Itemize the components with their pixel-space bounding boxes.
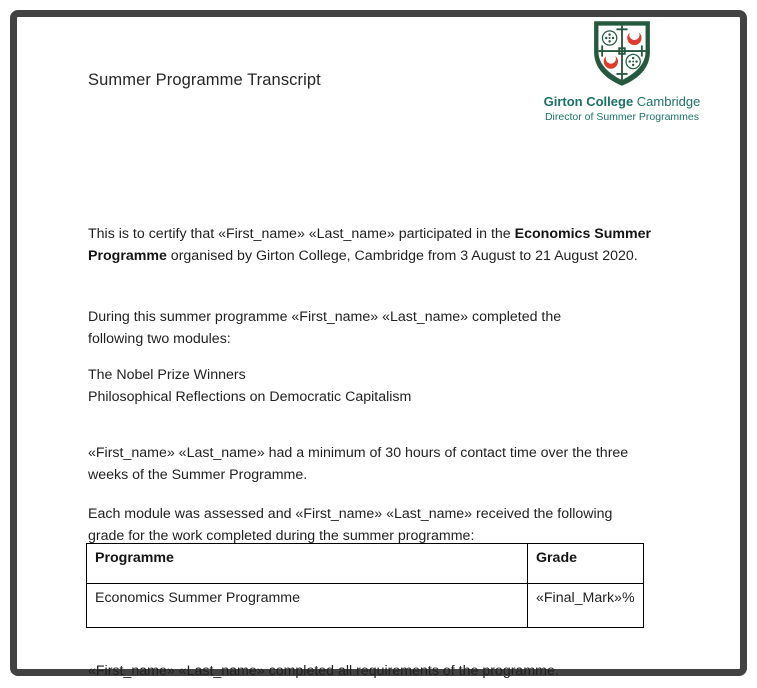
college-name-regular: Cambridge [633, 94, 701, 109]
college-wordmark [520, 94, 724, 109]
grade-table-cell-grade: «Final_Mark»% [528, 584, 644, 628]
closing-paragraph: «First_name» «Last_name» completed all requirements of the programme. [88, 663, 559, 680]
grade-table [86, 543, 644, 628]
certify-paragraph: This is to certify that «First_name» «Last_name» participated in the Economics Summer Programme organised by Girton College, Cambridge from 3 August to 21 August 2020. [88, 226, 652, 264]
module-item: Philosophical Reflections on Democratic Capitalism [88, 388, 412, 405]
assessment-intro-paragraph: Each module was assessed and «First_name» «Last_name» received the following grade for the work completed during the summer programme: [88, 506, 613, 544]
grade-table-header-row [87, 544, 644, 584]
modules-list [88, 365, 660, 408]
girton-crest-icon [591, 20, 653, 87]
page-title: Summer Programme Transcript [88, 71, 321, 89]
module-item: The Nobel Prize Winners [88, 367, 246, 384]
grade-table-header-grade: Grade [528, 544, 644, 584]
modules-intro-paragraph: During this summer programme «First_name» «Last_name» completed the following two modules: [88, 309, 562, 347]
college-logo [520, 20, 724, 123]
grade-table-row [87, 584, 644, 628]
grade-table-header-programme: Programme [87, 544, 528, 584]
contact-hours-paragraph: «First_name» «Last_name» had a minimum of 30 hours of contact time over the three weeks of the Summer Programme. [88, 445, 629, 483]
college-name-bold: Girton College [543, 94, 634, 109]
grade-table-cell-programme: Economics Summer Programme [87, 584, 528, 628]
college-department: Director of Summer Programmes [544, 111, 700, 123]
